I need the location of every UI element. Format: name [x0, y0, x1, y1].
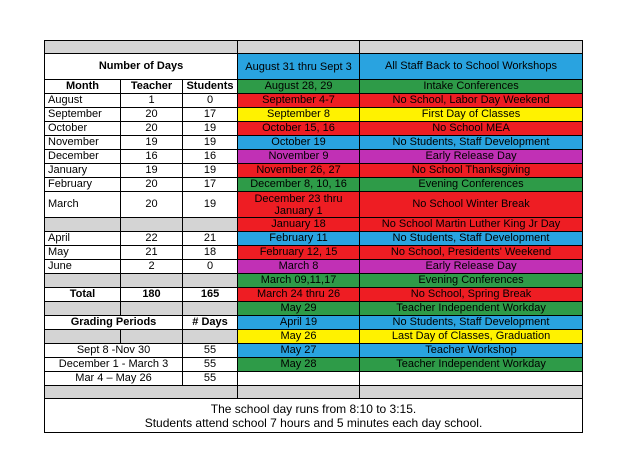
event-label: No School, Presidents' Weekend — [360, 246, 583, 260]
table-row — [45, 344, 583, 358]
student-days-cell: 19 — [183, 122, 238, 136]
event-date: March 24 thru 26 — [238, 288, 360, 302]
table-row — [45, 274, 583, 288]
student-days-cell — [183, 218, 238, 232]
event-label — [360, 372, 583, 386]
student-days-cell — [183, 330, 238, 344]
grading-days: 55 — [183, 344, 238, 358]
month-cell — [45, 218, 121, 232]
event-label: Teacher Workshop — [360, 344, 583, 358]
month-cell — [45, 330, 121, 344]
event-date: May 29 — [238, 302, 360, 316]
student-days-cell: 17 — [183, 108, 238, 122]
event-label: Intake Conferences — [360, 80, 583, 94]
event-date: April 19 — [238, 316, 360, 330]
top-spacer-row — [45, 41, 583, 54]
spacer-cell — [45, 41, 238, 54]
grading-days: # Days — [183, 316, 238, 330]
first-event-date: August 31 thru Sept 3 — [238, 54, 360, 80]
event-date: October 19 — [238, 136, 360, 150]
student-days-cell — [183, 302, 238, 316]
table-row — [45, 330, 583, 344]
student-days-cell — [183, 274, 238, 288]
grading-days: 55 — [183, 358, 238, 372]
month-cell — [45, 274, 121, 288]
student-days-cell: 16 — [183, 150, 238, 164]
event-label: No Students, Staff Development — [360, 136, 583, 150]
teacher-days-cell: 19 — [121, 164, 183, 178]
teacher-days-cell: 22 — [121, 232, 183, 246]
spacer-cell — [45, 386, 238, 399]
event-date: March 8 — [238, 260, 360, 274]
table-row — [45, 94, 583, 108]
event-date: September 4-7 — [238, 94, 360, 108]
table-row — [45, 164, 583, 178]
table-row — [45, 122, 583, 136]
teacher-days-cell: 19 — [121, 136, 183, 150]
event-label: Early Release Day — [360, 150, 583, 164]
student-days-cell: 18 — [183, 246, 238, 260]
table-row — [45, 136, 583, 150]
student-days-cell: 19 — [183, 164, 238, 178]
event-label: First Day of Classes — [360, 108, 583, 122]
event-label: No Students, Staff Development — [360, 232, 583, 246]
column-header-row — [45, 80, 583, 94]
teacher-days-cell: 20 — [121, 122, 183, 136]
month-cell: January — [45, 164, 121, 178]
grading-period: Mar 4 – May 26 — [45, 372, 183, 386]
table-row — [45, 178, 583, 192]
bottom-spacer-row — [45, 386, 583, 399]
event-label: No Students, Staff Development — [360, 316, 583, 330]
teacher-days-cell: 16 — [121, 150, 183, 164]
table-row — [45, 150, 583, 164]
month-cell — [45, 302, 121, 316]
event-date: December 23 thru January 1 — [238, 192, 360, 218]
table-row — [45, 218, 583, 232]
student-days-cell: 21 — [183, 232, 238, 246]
event-label: No School Martin Luther King Jr Day — [360, 218, 583, 232]
event-date: May 27 — [238, 344, 360, 358]
event-label: Early Release Day — [360, 260, 583, 274]
student-days-cell: 165 — [183, 288, 238, 302]
event-date: May 26 — [238, 330, 360, 344]
school-day-note — [45, 399, 583, 433]
event-label: No School, Spring Break — [360, 288, 583, 302]
table-row — [45, 288, 583, 302]
table-row — [45, 108, 583, 122]
month-cell: April — [45, 232, 121, 246]
event-label: Evening Conferences — [360, 178, 583, 192]
table-row — [45, 302, 583, 316]
table-row — [45, 358, 583, 372]
teacher-days-cell — [121, 218, 183, 232]
month-cell: September — [45, 108, 121, 122]
teacher-days-cell — [121, 330, 183, 344]
grading-period: December 1 - March 3 — [45, 358, 183, 372]
table-row — [45, 232, 583, 246]
event-date: November 26, 27 — [238, 164, 360, 178]
student-days-cell: 17 — [183, 178, 238, 192]
footer-row — [45, 399, 583, 433]
month-cell: June — [45, 260, 121, 274]
table-row — [45, 192, 583, 218]
teacher-days-cell: 2 — [121, 260, 183, 274]
teacher-days-cell: 1 — [121, 94, 183, 108]
number-of-days-heading: Number of Days — [45, 54, 238, 80]
event-label: Last Day of Classes, Graduation — [360, 330, 583, 344]
event-date: May 28 — [238, 358, 360, 372]
student-days-cell: 19 — [183, 192, 238, 218]
month-cell: December — [45, 150, 121, 164]
event-date: August 28, 29 — [238, 80, 360, 94]
spacer-cell — [238, 386, 360, 399]
teacher-days-cell: 20 — [121, 108, 183, 122]
grading-days: 55 — [183, 372, 238, 386]
grading-period: Grading Periods — [45, 316, 183, 330]
event-label: Evening Conferences — [360, 274, 583, 288]
teacher-days-cell: 180 — [121, 288, 183, 302]
month-cell: November — [45, 136, 121, 150]
event-label: No School Winter Break — [360, 192, 583, 218]
spacer-cell — [360, 386, 583, 399]
month-cell: Total — [45, 288, 121, 302]
month-cell: August — [45, 94, 121, 108]
month-column-header: Month — [45, 80, 121, 94]
grading-period: Sept 8 -Nov 30 — [45, 344, 183, 358]
event-date: September 8 — [238, 108, 360, 122]
teacher-days-cell — [121, 302, 183, 316]
event-label: Teacher Independent Workday — [360, 302, 583, 316]
spacer-cell — [360, 41, 583, 54]
event-date — [238, 372, 360, 386]
school-day-hours: The school day runs from 8:10 to 3:15. — [210, 401, 417, 416]
teacher-days-cell: 20 — [121, 192, 183, 218]
month-cell: March — [45, 192, 121, 218]
event-date: January 18 — [238, 218, 360, 232]
header-row — [45, 54, 583, 80]
month-cell: October — [45, 122, 121, 136]
event-label: No School Thanksgiving — [360, 164, 583, 178]
event-label: Teacher Independent Workday — [360, 358, 583, 372]
event-date: February 11 — [238, 232, 360, 246]
event-date: February 12, 15 — [238, 246, 360, 260]
student-days-cell: 19 — [183, 136, 238, 150]
event-label: No School, Labor Day Weekend — [360, 94, 583, 108]
table-row — [45, 372, 583, 386]
event-date: October 15, 16 — [238, 122, 360, 136]
student-days-cell: 0 — [183, 260, 238, 274]
student-days-cell: 0 — [183, 94, 238, 108]
table-row — [45, 246, 583, 260]
event-date: November 9 — [238, 150, 360, 164]
school-day-length: Students attend school 7 hours and 5 minutes each day school. — [144, 415, 483, 430]
table-row — [45, 260, 583, 274]
teacher-days-cell: 21 — [121, 246, 183, 260]
table-row — [45, 316, 583, 330]
teacher-days-cell — [121, 274, 183, 288]
month-cell: February — [45, 178, 121, 192]
first-event-label: All Staff Back to School Workshops — [360, 54, 583, 80]
spacer-cell — [238, 41, 360, 54]
students-column-header: Students — [183, 80, 238, 94]
event-date: December 8, 10, 16 — [238, 178, 360, 192]
teacher-days-cell: 20 — [121, 178, 183, 192]
teacher-column-header: Teacher — [121, 80, 183, 94]
event-label: No School MEA — [360, 122, 583, 136]
event-date: March 09,11,17 — [238, 274, 360, 288]
month-cell: May — [45, 246, 121, 260]
school-calendar-table — [44, 40, 583, 433]
